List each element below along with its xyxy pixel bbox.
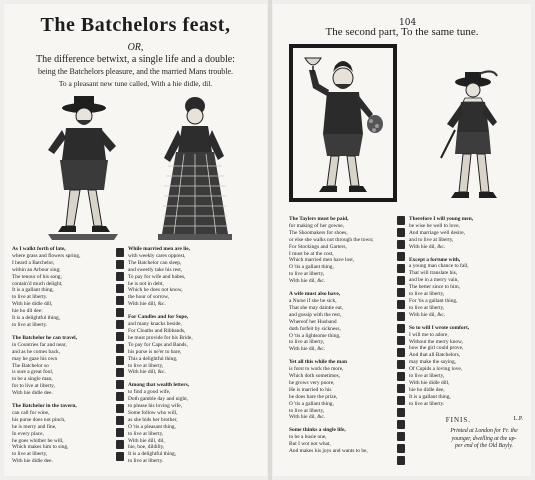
verse-line: With hie dil, &c.: [289, 346, 326, 353]
verse-line: O 'tis a lightsome thing,: [289, 332, 341, 339]
verse-line: contain'd much delight,: [12, 280, 63, 287]
verse-line: Of Cupids a loving love,: [409, 366, 463, 373]
verse-line: O 'tis a gallant thing,: [289, 264, 334, 271]
verse-line: to live at liberty,: [289, 339, 325, 346]
verse-line: The Batchelor so: [12, 362, 49, 369]
verse-line: It is a delightful thing,: [12, 315, 61, 322]
verse-line: to live at liberty.: [409, 400, 445, 407]
printer-colophon: [441, 428, 527, 451]
verse-line: and as he comes back,: [12, 348, 61, 355]
verse-line: O 'tis a gallant thing,: [289, 400, 334, 407]
verse-line: Among that wealth letters,: [128, 382, 190, 389]
ornament-divider: [397, 216, 405, 468]
verse-line: he is merry and fine,: [12, 423, 57, 430]
finis-mark: FINIS.: [445, 416, 471, 424]
right-column-2: [409, 216, 525, 408]
verse-line: And marriage well desire,: [409, 229, 465, 236]
verse-line: To pay for wife and babes,: [128, 273, 186, 280]
verse-line: and gossip with the rest,: [289, 311, 342, 318]
verse-line: and be in a merry vain,: [409, 277, 459, 284]
verse-line: I will me to adore,: [409, 331, 449, 338]
verse-line: For Stockings and Garters,: [289, 243, 347, 250]
verse-line: Whereof her Husband: [289, 318, 337, 325]
verse-line: So to will I wrote comfort,: [409, 324, 470, 331]
lady-woodcut-image: [154, 96, 236, 240]
right-column-1: [289, 216, 393, 455]
author-initials: L.P.: [513, 416, 523, 422]
verse-line: With hie dill, dil,: [128, 437, 165, 444]
verse-line: While married men are lie,: [128, 246, 191, 252]
verse-line: I must be at the cost,: [289, 250, 334, 257]
verse-line: to live at liberty,: [289, 271, 325, 278]
verse-line: For Candles and for Sope,: [128, 314, 189, 321]
verse-line: as she bids her brother,: [128, 416, 178, 423]
printer-line: younger, dwelling at the up-: [451, 435, 517, 442]
verse-line: he does bare the prize,: [289, 393, 338, 400]
verse-line: It is a gallant thing,: [409, 393, 451, 400]
verse-line: But I wot not what,: [289, 441, 331, 448]
verse-line: Without the merry know,: [409, 338, 463, 345]
verse-line: The Shoomakers for shoes,: [289, 229, 348, 236]
verse-line: to live at liberty,: [12, 451, 48, 458]
verse-line: The better since to him,: [409, 284, 461, 291]
printer-line: per end of the Old Bayly.: [455, 443, 513, 449]
verse-line: With hie dil, &c.: [409, 243, 446, 250]
verse-line: A wife must also have,: [289, 291, 341, 298]
verse-line: or else she walks not through the town;: [289, 236, 374, 243]
verse-line: The Taylers must be paid,: [289, 216, 349, 222]
verse-line: where grass and flowers spring,: [12, 252, 81, 259]
subtitle-line-2: being the Batchelors pleasure, and the married Mans trouble.: [37, 67, 234, 76]
verse-line: he is not in debt,: [128, 280, 164, 287]
verse-line: It is a delightful thing,: [128, 451, 177, 458]
verse-line: to live at liberty,: [289, 407, 325, 414]
verse-line: be wise be well to love,: [409, 222, 460, 229]
verse-line: The tenour of his song,: [12, 273, 62, 280]
ornament-divider: [116, 248, 124, 464]
left-column-1: [12, 246, 112, 465]
verse-line: the hour of sorrow,: [128, 294, 169, 301]
verse-line: That she may daintie eat,: [289, 304, 344, 311]
verse-line: With hie dill, &c.: [128, 369, 166, 376]
verse-line: The Batchelor can sleep,: [128, 259, 182, 266]
page-fold: [268, 0, 272, 480]
verse-line: to be a busie one,: [289, 434, 327, 441]
verse-line: is sure a great fool,: [12, 369, 54, 376]
verse-line: with weekly cares opprest,: [128, 252, 186, 259]
left-broadside-page: [4, 4, 267, 476]
verse-line: how the girl could prove,: [409, 345, 464, 352]
verse-line: he goes whither he will,: [12, 437, 64, 444]
verse-line: Therefore I will young men,: [409, 216, 474, 222]
verse-line: As I walkt forth of late,: [12, 246, 66, 252]
verse-line: Yet all this while the man: [289, 359, 347, 366]
verse-line: With hie didle dill,: [12, 301, 53, 308]
verse-line: to live at liberty,: [128, 362, 164, 369]
gentleman-woodcut-image: [44, 90, 122, 240]
page-number: 104: [399, 18, 417, 28]
verse-line: to live at liberty.: [12, 294, 48, 301]
verse-line: may make the saying,: [409, 359, 457, 366]
verse-line: With hie dil, &c.: [289, 278, 326, 285]
verse-line: O 'tis a pleasant thing,: [128, 423, 176, 430]
verse-line: to live at liberty.: [12, 321, 48, 328]
verse-line: With hie didle dee.: [12, 458, 53, 465]
verse-line: to live at liberty,: [409, 291, 445, 298]
verse-line: With hie dil, &c.: [289, 414, 326, 421]
title-or: OR,: [127, 42, 144, 53]
verse-line: Which makes him to sing,: [12, 444, 69, 451]
verse-line: for to live at liberty,: [12, 383, 55, 390]
verse-line: his purse is ne'er to bare,: [128, 348, 182, 355]
left-column-2: [128, 246, 240, 465]
verse-line: can call for wine,: [12, 409, 50, 416]
verse-line: hie, hoe, dildilly,: [128, 444, 165, 451]
verse-line: I heard a Batchelor,: [12, 259, 55, 266]
verse-line: Some follow who will,: [128, 409, 178, 416]
verse-line: For Cloaths and Ribbands,: [128, 327, 186, 334]
verse-line: It is a gallant thing,: [12, 287, 54, 294]
verse-line: And that all Batchelors,: [409, 352, 461, 359]
verse-line: is forst to work the more,: [289, 366, 344, 373]
verse-line: to live at liberty.: [128, 458, 164, 465]
verse-line: may he gaze his own: [12, 355, 58, 362]
verse-line: He is married to his: [289, 386, 332, 393]
verse-line: This a delightful thing,: [128, 355, 178, 362]
verse-line: doth forfeit by sickness,: [289, 325, 341, 332]
verse-line: The Batchelor in the tavern,: [12, 403, 77, 410]
verse-line: and to live at liberty,: [409, 236, 454, 243]
verse-line: for making of her gowne,: [289, 222, 344, 229]
verse-line: a young man chance to fall,: [409, 263, 469, 270]
verse-line: he must provide for his Bride,: [128, 334, 193, 341]
verse-line: Doth gamble day and night,: [128, 396, 189, 403]
cavalier-woodcut-image: [435, 68, 509, 208]
subtitle-line-1: The difference betwixt, a single life and a double:: [36, 54, 235, 65]
verse-line: In every place,: [12, 430, 44, 437]
man-with-glass-woodcut-image: [289, 44, 397, 202]
verse-line: his purse does not pinch,: [12, 416, 66, 423]
verse-line: With hie didle dill,: [409, 379, 450, 386]
verse-line: With hie dill, &c.: [128, 301, 166, 308]
verse-line: and sweetly take his rest,: [128, 266, 183, 273]
printer-line: Printed at London for Fr. the: [450, 428, 518, 434]
verse-line: he grows very poore,: [289, 379, 335, 386]
verse-line: Which doth sometimes,: [289, 373, 341, 380]
verse-line: Which he does not know,: [128, 287, 183, 294]
second-part-title: The second part, To the same tune.: [325, 26, 479, 38]
verse-line: to find a good wife,: [128, 389, 171, 396]
verse-line: a Nurse if she be sick,: [289, 297, 337, 304]
verse-line: And makes his joys and wants to be,: [289, 448, 368, 455]
verse-line: With hie dil, &c.: [409, 311, 446, 318]
verse-line: Except a fortune with,: [409, 256, 461, 263]
verse-line: Which married men have lost,: [289, 257, 355, 264]
verse-line: Some thinks a single life,: [289, 427, 346, 434]
verse-line: in Countries far and near,: [12, 341, 67, 348]
right-broadside-page: [273, 4, 531, 476]
verse-line: That will translate his,: [409, 270, 458, 277]
verse-line: to live at liberty,: [409, 373, 445, 380]
verse-line: To pay for Caps and Bands,: [128, 341, 188, 348]
verse-line: to be a single man,: [12, 376, 53, 383]
verse-line: The Batchelor he can travel,: [12, 334, 78, 341]
verse-line: to live at liberty,: [128, 430, 164, 437]
verse-line: hie ho didle dee,: [409, 386, 445, 393]
verse-line: hie ho dil dee:: [12, 308, 43, 315]
ballad-title: The Batchelors feast,: [40, 14, 231, 36]
verse-line: to please his loving wife,: [128, 403, 183, 410]
verse-line: For 'tis a gallant thing,: [409, 297, 458, 304]
verse-line: With hie didle dee.: [12, 390, 53, 397]
verse-line: and many knacks beside,: [128, 321, 182, 328]
verse-line: within an Arbour sing;: [12, 266, 61, 273]
tune-line: To a pleasant new tune called, With a hie didle, dil.: [58, 79, 213, 88]
verse-line: to live at liberty,: [409, 304, 445, 311]
